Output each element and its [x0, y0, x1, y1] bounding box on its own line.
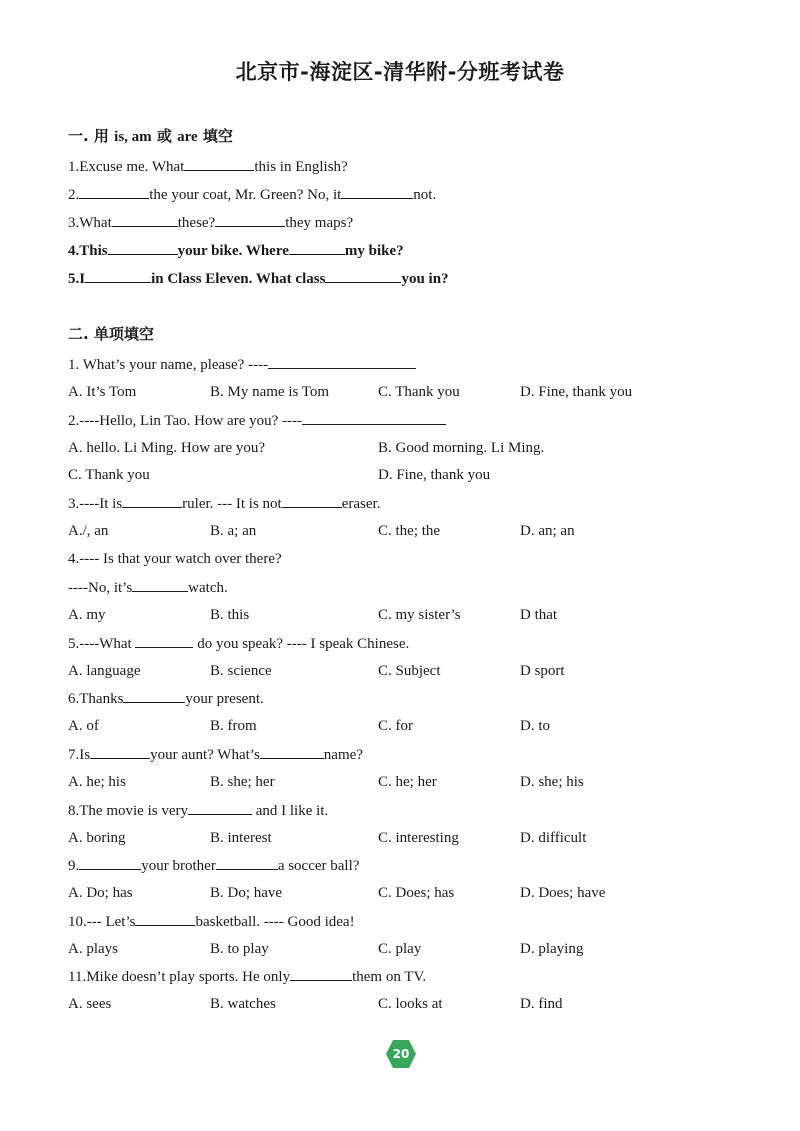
option-c[interactable]: C. interesting — [378, 830, 459, 846]
answer-blank[interactable] — [325, 268, 401, 283]
section-1-heading-words: is, am — [114, 129, 152, 145]
option-b[interactable]: B. My name is Tom — [210, 384, 330, 400]
s1-question-3: 3.What these? they maps? — [68, 212, 353, 233]
option-b[interactable]: B. science — [210, 663, 272, 679]
option-d[interactable]: D. an; an — [520, 523, 575, 539]
option-d[interactable]: D. difficult — [520, 830, 587, 846]
page-number: 20 — [392, 1047, 410, 1061]
option-b[interactable]: B. this — [210, 607, 250, 623]
answer-blank[interactable] — [108, 240, 178, 255]
option-b[interactable]: B. interest — [210, 830, 272, 846]
answer-blank[interactable] — [341, 184, 413, 199]
answer-blank[interactable] — [184, 156, 254, 171]
option-c[interactable]: C. Thank you — [68, 467, 150, 483]
answer-blank[interactable] — [132, 577, 188, 592]
answer-blank[interactable] — [135, 633, 193, 648]
section-1-heading — [68, 125, 233, 146]
s1-question-1: 1.Excuse me. What this in English? — [68, 156, 348, 177]
answer-blank[interactable] — [260, 744, 324, 759]
option-a[interactable]: A. language — [68, 663, 141, 679]
option-d[interactable]: D. she; his — [520, 774, 584, 790]
answer-blank[interactable] — [216, 855, 278, 870]
option-b[interactable]: B. a; an — [210, 523, 257, 539]
option-a[interactable]: A. plays — [68, 941, 118, 957]
section-1-heading-suffix: 填空 — [197, 127, 233, 145]
option-d[interactable]: D sport — [520, 663, 565, 679]
option-d[interactable]: D. Does; have — [520, 885, 606, 901]
s2-question-6: 6.Thanks your present. — [68, 688, 264, 709]
page-title: 北京市-海淀区-清华附-分班考试卷 — [235, 60, 565, 84]
option-d[interactable]: D. playing — [520, 941, 584, 957]
option-d[interactable]: D. to — [520, 718, 550, 734]
option-a[interactable]: A. he; his — [68, 774, 126, 790]
answer-blank[interactable] — [289, 240, 345, 255]
s2-question-9: 9. your brother a soccer ball? — [68, 855, 359, 876]
option-b[interactable]: B. from — [210, 718, 257, 734]
answer-blank[interactable] — [79, 855, 141, 870]
section-1-heading-are: are — [177, 129, 198, 145]
answer-blank[interactable] — [85, 268, 151, 283]
option-b[interactable]: B. watches — [210, 996, 276, 1012]
answer-blank[interactable] — [215, 212, 285, 227]
answer-blank[interactable] — [112, 212, 178, 227]
option-b[interactable]: B. Good morning. Li Ming. — [378, 440, 545, 456]
page-number-badge — [385, 1039, 417, 1069]
option-d[interactable]: D that — [520, 607, 558, 623]
option-c[interactable]: C. he; her — [378, 774, 437, 790]
option-a[interactable]: A. hello. Li Ming. How are you? — [68, 440, 266, 456]
answer-blank[interactable] — [268, 354, 416, 369]
option-a[interactable]: A. sees — [68, 996, 112, 1012]
section-2-heading: 二. 单项填空 — [68, 325, 154, 343]
option-a[interactable]: A. my — [68, 607, 106, 623]
s2-question-4: 4.---- Is that your watch over there? — [68, 551, 282, 567]
s2-question-4-reply: ----No, it’s watch. — [68, 577, 228, 598]
section-1-heading-prefix: 一. 用 — [68, 127, 115, 145]
answer-blank[interactable] — [135, 911, 195, 926]
option-c[interactable]: C. play — [378, 941, 422, 957]
s2-question-3: 3.----It is ruler. --- It is not eraser. — [68, 493, 380, 514]
option-d[interactable]: D. Fine, thank you — [378, 467, 491, 483]
s1-question-2: 2. the your coat, Mr. Green? No, it not. — [68, 184, 436, 205]
s2-question-2: 2.----Hello, Lin Tao. How are you? ---- — [68, 410, 446, 431]
option-a[interactable]: A. Do; has — [68, 885, 133, 901]
s2-question-8: 8.The movie is very and I like it. — [68, 800, 328, 821]
option-a[interactable]: A. It’s Tom — [68, 384, 137, 400]
option-c[interactable]: C. Subject — [378, 663, 441, 679]
option-b[interactable]: B. she; her — [210, 774, 275, 790]
s2-question-11: 11.Mike doesn’t play sports. He only them on TV. — [68, 966, 426, 987]
option-c[interactable]: C. for — [378, 718, 413, 734]
s2-question-1: 1. What’s your name, please? ---- — [68, 354, 416, 375]
option-c[interactable]: C. my sister’s — [378, 607, 461, 623]
option-c[interactable]: C. Thank you — [378, 384, 460, 400]
answer-blank[interactable] — [122, 493, 182, 508]
answer-blank[interactable] — [188, 800, 252, 815]
answer-blank[interactable] — [290, 966, 352, 981]
answer-blank[interactable] — [90, 744, 150, 759]
answer-blank[interactable] — [302, 410, 446, 425]
section-1-heading-mid: 或 — [151, 127, 178, 145]
option-c[interactable]: C. looks at — [378, 996, 443, 1012]
s2-question-7: 7.Is your aunt? What’s name? — [68, 744, 363, 765]
option-d[interactable]: D. Fine, thank you — [520, 384, 633, 400]
answer-blank[interactable] — [123, 688, 185, 703]
option-b[interactable]: B. to play — [210, 941, 269, 957]
s1-question-5: 5.I in Class Eleven. What class you in? — [68, 268, 449, 289]
s1-question-4: 4.This your bike. Where my bike? — [68, 240, 404, 261]
s2-question-5: 5.----What do you speak? ---- I speak Chinese. — [68, 633, 409, 654]
option-c[interactable]: C. Does; has — [378, 885, 455, 901]
option-b[interactable]: B. Do; have — [210, 885, 283, 901]
option-a[interactable]: A. boring — [68, 830, 126, 846]
option-a[interactable]: A./, an — [68, 523, 109, 539]
answer-blank[interactable] — [79, 184, 149, 199]
option-a[interactable]: A. of — [68, 718, 99, 734]
answer-blank[interactable] — [282, 493, 342, 508]
s2-question-10: 10.--- Let’s basketball. ---- Good idea! — [68, 911, 355, 932]
option-c[interactable]: C. the; the — [378, 523, 441, 539]
option-d[interactable]: D. find — [520, 996, 563, 1012]
